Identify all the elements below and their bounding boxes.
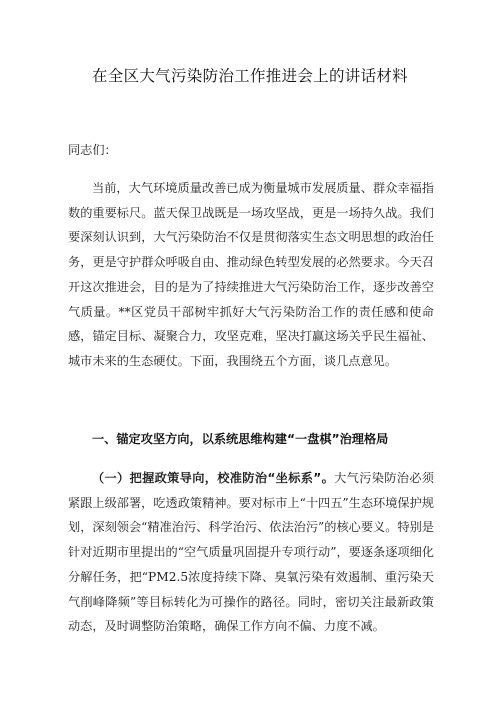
document-title: 在全区大气污染防治工作推进会上的讲话材料: [91, 67, 408, 85]
subsection-paragraph: [68, 466, 434, 639]
subsection-text: 大气污染防治必须紧跟上级部署，吃透政策精神。要对标市上“十四五”生态环境保护规划，深刻领会“精准治污、科学治污、依法治污”的核心要义。特别是针对近期市里提出的“空气质量巩固提升专项行动”，要逐条逐项细化分解任务，把“PM2.5浓度持续下降、臭氧污染有效遏制、重污染天气削峰降频”等目标转化为可操作的路径。同时，密切关注最新政策动态，及时调整防治策略，确保工作方向不偏、力度不减。: [68, 471, 434, 634]
section-heading: 一、锚定攻坚方向，以系统思维构建“一盘棋”治理格局: [92, 432, 389, 446]
salutation: 同志们：: [68, 143, 117, 157]
subsection-lead: （一）把握政策导向，校准防治“坐标系”。: [92, 471, 335, 485]
intro-paragraph: 当前，大气环境质量改善已成为衡量城市发展质量、群众幸福指数的重要标尺。蓝天保卫战既是一场攻坚战，更是一场持久战。我们要深刻认识到，大气污染防治不仅是贯彻落实生态文明思想的政治任务，更是守护群众呼吸自由、推动绿色转型发展的必然要求。今天召开这次推进会，目的是为了持续推进大气污染防治工作，逐步改善空气质量。**区党员干部树牢抓好大气污染防治工作的责任感和使命感，锚定目标、凝聚合力，攻坚克难，坚决打赢这场关乎民生福祉、城市未来的生态硬仗。下面，我围绕五个方面，谈几点意见。: [68, 181, 434, 368]
intro-paragraph-block: [68, 176, 434, 374]
subsection-paragraph-block: [68, 466, 434, 639]
